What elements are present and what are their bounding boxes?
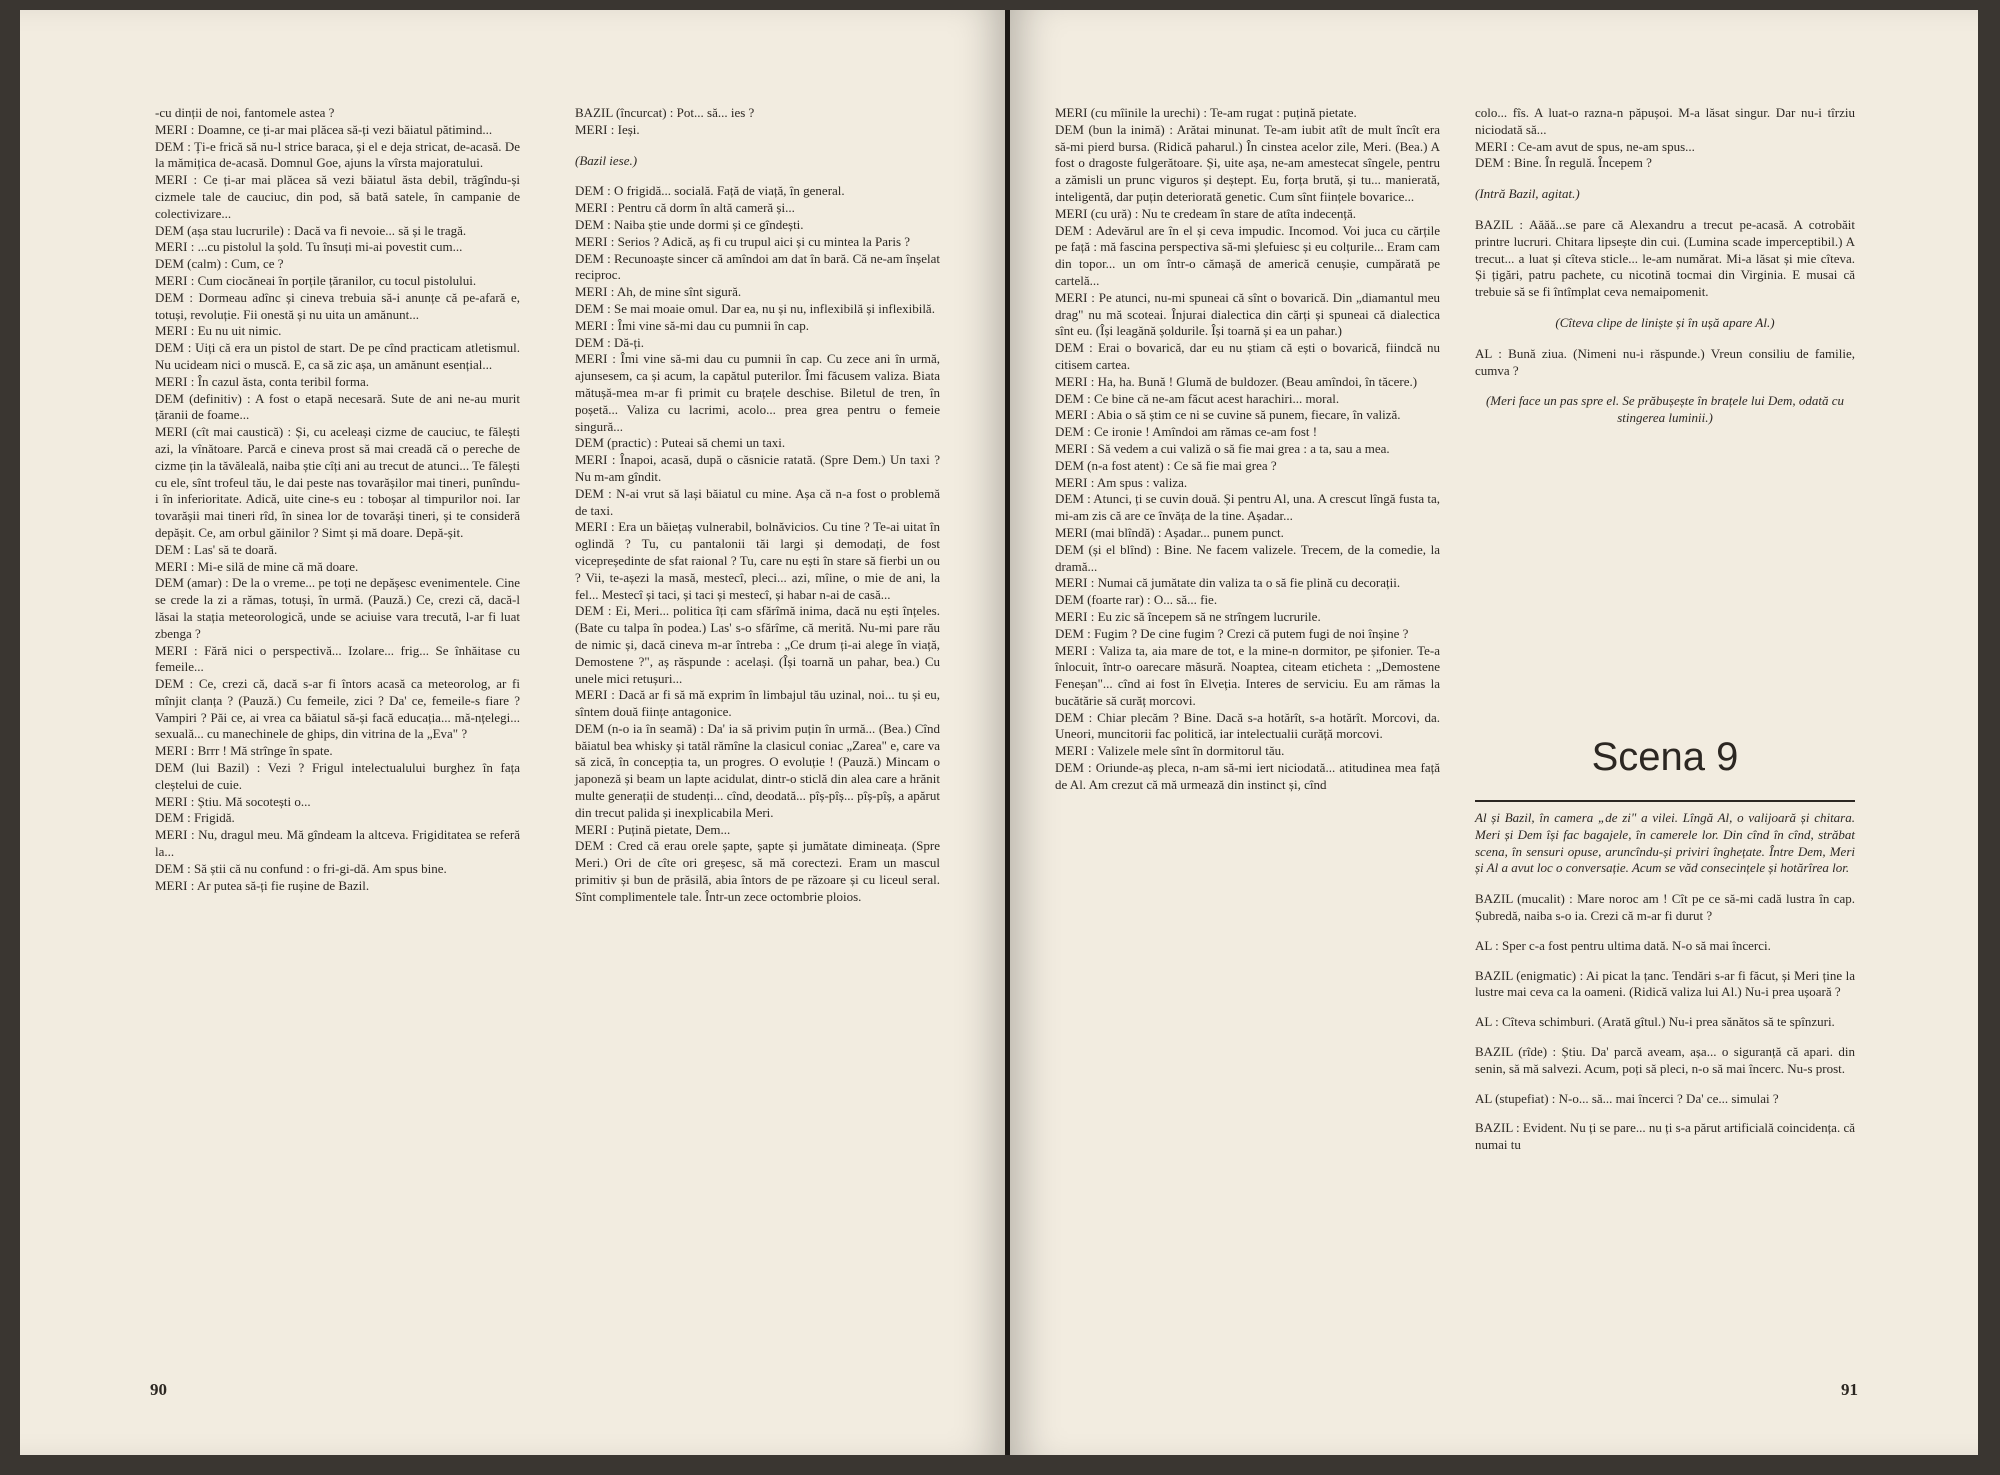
text-paragraph: (Bazil iese.) (575, 152, 638, 168)
scene-dialogue (1475, 891, 1855, 1154)
text-paragraph: MERI : ...cu pistolul la șold. Tu însuți mi-ai povestit cum... (155, 239, 463, 255)
text-paragraph: DEM : N-ai vrut să lași băiatul cu mine. Așa că n-a fost o problemă de taxi. (575, 485, 940, 518)
text-paragraph: DEM : Uiți că era un pistol de start. De pe cînd practicam atletismul. Nu ucideam nici o muscă. E, ca să zic așa, un amănunt esențial... (155, 340, 520, 372)
text-paragraph: MERI : Valiza ta, aia mare de tot, e la mine-n dormitor, pe șifonier. Te-a înlocuit, într-o oarecare măsură. Noaptea, citeam eticheta : „Demostene Feneșan"... cînd ai fost în Elveția. Interes de serviciu. Eu am rămas la bucătărie să curăț morcovi. (1055, 642, 1440, 708)
text-paragraph: DEM : Bine. În regulă. Începem ? (1475, 155, 1652, 171)
text-paragraph: DEM (lui Bazil) : Vezi ? Frigul intelectualului burghez în fața cleștelui de cuie. (155, 760, 520, 792)
text-paragraph: DEM (n-a fost atent) : Ce să fie mai grea ? (1055, 457, 1277, 473)
text-paragraph: colo... fîs. A luat-o razna-n păpușoi. M-a lăsat singur. Dar nu-i tîrziu niciodată să... (1475, 105, 1855, 137)
page-number-right: 91 (1841, 1380, 1858, 1399)
text-paragraph: DEM : Fugim ? De cine fugim ? Crezi că putem fugi de noi înșine ? (1055, 625, 1409, 641)
text-paragraph: MERI (cît mai caustică) : Și, cu aceleași cizme de cauciuc, te fălești azi, la vînătoare. Parcă e cineva prost să mai creadă că o pereche de cizme țin la tăvăleală, naiba știe cîți ani au trecut de atunci... Te fălești cu ele, sînt trofeul tău, le dai peste nas tovarășilor mai tineri, punîndu-i în inferioritate. Adică, uite cine-s eu : toboșar al timpurilor noi. Iar tovarășii mai tineri rîd, în sinea lor de tovarăși tineri, și te consideră depășit. Ce, am orbul găinilor ? Simt și mă doare. Depă-șit. (155, 424, 520, 540)
text-paragraph: MERI : În cazul ăsta, conta teribil forma. (155, 373, 370, 389)
text-paragraph: AL : Cîteva schimburi. (Arată gîtul.) Nu-i prea sănătos să te spînzuri. (1475, 1014, 1835, 1030)
text-paragraph: AL (stupefiat) : N-o... să... mai încerci ? Da' ce... simulai ? (1475, 1090, 1779, 1106)
text-paragraph: DEM : Oriunde-aș pleca, n-am să-mi iert niciodată... atitudinea mea față de Al. Am crezut că mă urmează din instinct și, cînd (1055, 760, 1440, 792)
text-paragraph: AL : Sper c-a fost pentru ultima dată. N-o să mai încerci. (1475, 937, 1771, 953)
text-paragraph: BAZIL : Aăăă...se pare că Alexandru a trecut pe-acasă. A cotrobăit printre lucruri. Chitara lipsește din cui. (Lumina scade imperceptibil.) A trecut... a luat și cîteva sticle... le-am numărat. Mi-a lăsat și mie cîteva. Și țigări, patru pachete, cu nicotină tocmai din Virginia. E musai că trebuie să se fi întîmplat ceva nemaipomenit. (1475, 216, 1855, 300)
text-paragraph: MERI : Ce-am avut de spus, ne-am spus... (1475, 138, 1695, 154)
stage-direction-text: Al și Bazil, în camera „de zi" a vilei. Lîngă Al, o valijoară și chitara. Meri și Dem își fac bagajele, în camerele lor. Din cînd în cînd, străbat scena, în sensuri opuse, aruncîndu-și priviri înghețate. Între Dem, Meri și Al a avut loc o conversație. Acum se văd consecințele și hotărîrea lor. (1475, 810, 1855, 876)
text-paragraph: DEM : Ei, Meri... politica îți cam sfărîmă inima, dacă nu ești înțeles. (Bate cu talpa în podea.) Las' s-o sfărîme, că merită. Nu-mi pare rău de nimic și, dacă cineva m-ar întreba : „Ce drum ți-ai alege în viață, Demostene ?", aș răspunde : același. (Își toarnă un pahar, bea.) Cu unele mici retușuri... (575, 603, 940, 686)
text-paragraph: DEM (definitiv) : A fost o etapă necesară. Sute de ani ne-au murit țăranii de foame... (155, 390, 520, 423)
text-paragraph: DEM : Dă-ți. (575, 334, 644, 350)
text-paragraph: MERI : Pentru că dorm în altă cameră și... (575, 200, 795, 216)
text-paragraph: (Intră Bazil, agitat.) (1475, 186, 1580, 202)
text-paragraph: MERI : Numai că jumătate din valiza ta o să fie plină cu decorații. (1055, 575, 1401, 591)
text-paragraph: DEM (așa stau lucrurile) : Dacă va fi nevoie... să și le tragă. (155, 222, 467, 238)
text-paragraph: MERI : Ha, ha. Bună ! Glumă de buldozer. (Beau amîndoi, în tăcere.) (1055, 373, 1418, 389)
text-paragraph: MERI : Abia o să știm ce ni se cuvine să punem, fiecare, în valiză. (1055, 407, 1401, 423)
left-page-column-1 (155, 105, 520, 894)
text-paragraph: DEM : O frigidă... socială. Față de viață, în general. (575, 183, 845, 199)
text-paragraph: MERI : Eu nu uit nimic. (155, 323, 282, 339)
text-paragraph: MERI (cu mîinile la urechi) : Te-am rugat : puțină pietate. (1055, 105, 1357, 120)
text-paragraph: DEM : Atunci, ți se cuvin două. Și pentru Al, una. A crescut lîngă fusta ta, mi-am zis că are ce învăța de la tine. Așadar... (1055, 491, 1440, 524)
text-paragraph: MERI : Doamne, ce ți-ar mai plăcea să-ți vezi băiatul pătimind... (155, 121, 493, 137)
text-paragraph: DEM (practic) : Puteai să chemi un taxi. (575, 435, 786, 451)
text-paragraph: DEM : Las' să te doară. (155, 541, 278, 557)
text-paragraph: MERI : Valizele mele sînt în dormitorul tău. (1055, 743, 1285, 759)
text-paragraph: MERI : Să vedem a cui valiză o să fie mai grea : a ta, sau a mea. (1055, 440, 1390, 456)
text-paragraph: DEM : Ce, crezi că, dacă s-ar fi întors acasă ca meteorolog, ar fi mînjit clanța ? (Pauză.) Cu femeile, zici ? Da' ce, femeile-s fiare ? Vampiri ? Păi ce, ai vrea ca băiatul să-și facă educația... mă-nțelegi... sexuală... cu manechinele de ghips, din vitrina de la „Eva" ? (155, 676, 520, 742)
text-paragraph: DEM : Frigidă. (155, 810, 235, 826)
text-paragraph: DEM : Ce ironie ! Amîndoi am rămas ce-am fost ! (1055, 424, 1318, 440)
text-paragraph: MERI : Era un băiețaș vulnerabil, bolnăvicios. Cu tine ? Te-ai uitat în oglindă ? Tu, cu pantalonii tăi largi și demodați, de fost vicepreședinte de sfat raional ? Tu, care nu ești în stare să fierbi un ou ? Vii, te-așezi la masă, mestecî, pleci... azi, mîine, o mie de ani, la fel... Mestecî și taci, și taci și mestecî, și habar n-ai de casă... (575, 519, 940, 602)
text-paragraph: MERI : Înapoi, acasă, după o căsnicie ratată. (Spre Dem.) Un taxi ? Nu m-am gîndit. (575, 452, 940, 484)
text-paragraph: DEM : Ți-e frică să nu-l strice baraca, și el e deja stricat, de-acasă. De la mămițica de-acasă. Domnul Goe, ajuns la vîrsta majoratului. (155, 138, 520, 171)
left-page-column-2 (575, 105, 940, 906)
text-paragraph: DEM (amar) : De la o vreme... pe toți ne depășesc evenimentele. Cine se crede la zi a rămas, totuși, în urmă. (Pauză.) Ce, crezi că, dacă-l lăsai la stația meteorologică, unde se aciuise vara trecută, l-ar fi luat zbenga ? (155, 575, 520, 641)
text-paragraph: BAZIL (rîde) : Știu. Da' parcă aveam, așa... o siguranță că apari. din senin, să mă salvezi. Acum, poți să pleci, n-o să mai încerc. Nu-s prost. (1475, 1043, 1855, 1076)
text-paragraph: MERI : Am spus : valiza. (1055, 474, 1188, 490)
text-paragraph: -cu dinții de noi, fantomele astea ? (155, 105, 335, 120)
page-number-left: 90 (150, 1380, 167, 1399)
text-paragraph: MERI : Știu. Mă socotești o... (155, 793, 311, 809)
text-paragraph: MERI : Dacă ar fi să mă exprim în limbajul tău uzinal, noi... tu și eu, sîntem două ființe antagonice. (575, 687, 940, 720)
scene-title: Scena 9 (1591, 735, 1739, 779)
text-paragraph: DEM : Recunoaște sincer că amîndoi am dat în bară. Că ne-am înșelat reciproc. (575, 250, 940, 283)
text-paragraph: MERI : Eu zic să începem să ne strîngem lucrurile. (1055, 608, 1321, 624)
right-page-column-2 (1475, 105, 1855, 427)
text-paragraph: DEM : Cred că erau orele șapte, șapte și jumătate dimineața. (Spre Meri.) Ori de cîte ori greșesc, să mă corectezi. Eram un mascul primitiv și bun de prăsilă, abia întors de pe răzoare și cu liceul seral. Sînt complimentele tale. Într-un zece octombrie ploios. (575, 838, 940, 904)
text-paragraph: MERI : Serios ? Adică, aș fi cu trupul aici și cu mintea la Paris ? (575, 233, 911, 249)
text-paragraph: MERI : Cum ciocăneai în porțile țăranilor, cu tocul pistolului. (155, 272, 477, 288)
text-paragraph: DEM (și el blînd) : Bine. Ne facem valizele. Trecem, de la comedie, la dramă... (1055, 541, 1440, 574)
text-paragraph: MERI (cu ură) : Nu te credeam în stare de atîta indecență. (1055, 205, 1357, 221)
text-paragraph: BAZIL : Evident. Nu ți se pare... nu ți s-a părut artificială coincidența. că numai tu (1475, 1120, 1855, 1153)
text-paragraph: DEM : Adevărul are în el și ceva impudic. Incomod. Voi juca cu cărțile pe față : mă fascina perspectiva să-mi șlefuiesc și eu colțurile... Eram cam din topor... un om într-o cămașă de americă cenușie, cumpărată pe cartelă... (1055, 222, 1440, 288)
text-paragraph: MERI : Nu, dragul meu. Mă gîndeam la altceva. Frigiditatea se referă la... (155, 827, 520, 860)
text-paragraph: MERI : Fără nici o perspectivă... Izolare... frig... Se înhăitase cu femeile... (155, 642, 520, 675)
text-paragraph: BAZIL (încurcat) : Pot... să... ies ? (575, 105, 755, 120)
text-paragraph: DEM (foarte rar) : O... să... fie. (1055, 592, 1218, 608)
text-paragraph: DEM : Ce bine că ne-am făcut acest harachiri... moral. (1055, 390, 1340, 406)
text-paragraph: MERI : Îmi vine să-mi dau cu pumnii în cap. (575, 317, 809, 333)
text-paragraph: DEM : Naiba știe unde dormi și ce gîndești. (575, 216, 804, 232)
text-paragraph: MERI : Puțină pietate, Dem... (575, 821, 731, 837)
text-paragraph: MERI : Ar putea să-ți fie rușine de Bazil. (155, 877, 370, 893)
text-paragraph: BAZIL (mucalit) : Mare noroc am ! Cît pe ce să-mi cadă lustra în cap. Șubredă, naiba s-o ia. Crezi că m-ar fi durut ? (1475, 891, 1855, 923)
text-paragraph: DEM : Erai o bovarică, dar eu nu știam că ești o bovarică, fiindcă nu citisem cartea. (1055, 340, 1440, 372)
text-paragraph: AL : Bună ziua. (Nimeni nu-i răspunde.) Vreun consiliu de familie, cumva ? (1475, 345, 1855, 378)
text-paragraph: MERI : Brrr ! Mă strînge în spate. (155, 743, 333, 759)
text-paragraph: (Cîteva clipe de liniște și în ușă apare Al.) (1555, 314, 1775, 330)
right-page (1010, 10, 1978, 1455)
left-page (20, 10, 1005, 1455)
text-paragraph: DEM : Dormeau adînc și cineva trebuia să-i anunțe că pe-afară e, totuși, revoluție. Fii onestă și nu uita un amănunt... (155, 289, 520, 322)
text-paragraph: MERI : Ah, de mine sînt sigură. (575, 284, 742, 300)
text-paragraph: MERI : Mi-e silă de mine că mă doare. (155, 558, 359, 574)
text-paragraph: MERI : Ce ți-ar mai plăcea să vezi băiatul ăsta debil, trăgîndu-și cizmele tale de cauciuc, din pod, să bată satele, în campanie de colectivizare... (155, 172, 520, 221)
text-paragraph: (Meri face un pas spre el. Se prăbușește în brațele lui Dem, odată cu stingerea luminii.) (1485, 393, 1845, 426)
text-paragraph: BAZIL (enigmatic) : Ai picat la țanc. Tendări s-ar fi făcut, și Meri ține la lustre mai ceva ca la oameni. (Ridică valiza lui Al.) Nu-i prea ușoară ? (1475, 967, 1855, 1000)
text-paragraph: DEM (n-o ia în seamă) : Da' ia să privim puțin în urmă... (Bea.) Cînd băiatul bea whisky și tatăl rămîne la clasicul coniac „Zarea" e, care va să zică, în concepția ta, un progres. O evoluție ! (Pauză.) Mincam o japoneză și beam un lapte acidulat, dintr-o sticlă din alea care a hrănit multe generații de studenți... cînd, deodată... pîș-pîș... pîș-pîș, a apărut din trecut palida și inexplicabila Meri. (575, 720, 940, 820)
text-paragraph: DEM : Se mai moaie omul. Dar ea, nu și nu, inflexibilă și inflexibilă. (575, 300, 935, 316)
text-paragraph: MERI : Îmi vine să-mi dau cu pumnii în cap. Cu zece ani în urmă, ajunsesem, ca și acum, la capătul puterilor. Îmi făcusem valiza. Biata mătușă-mea m-ar fi primit cu brațele deschise. Biletul de tren, în poșetă... Valiza cu lacrimi, acolo... prea grea pentru o femeie singură... (575, 351, 940, 434)
text-paragraph: DEM : Chiar plecăm ? Bine. Dacă s-a hotărît, s-a hotărît. Morcovi, da. Uneori, muncitorii fac politică, iar intelectualii curăță morcovi. (1055, 709, 1440, 742)
scene-stage-direction (1475, 810, 1855, 1167)
right-page-column-1 (1055, 105, 1440, 794)
text-paragraph: DEM : Să știi că nu confund : o fri-gi-dă. Am spus bine. (155, 860, 447, 876)
scene-rule (1475, 800, 1855, 802)
text-paragraph: DEM (bun la inimă) : Arătai minunat. Te-am iubit atît de mult încît era să-mi pierd bursa. (Ridică paharul.) În cinstea acelor zile, Meri. (Bea.) A fost o dragoste fulgerătoare. Și, uite așa, ne-am amestecat sîngele, pentru a zămisli un prunc viguros și deștept. Eu, forța brută, și tu... manierată, inteligentă, dar puțin deteriorată genetic. Cum sînt ființele bovarice... (1055, 121, 1440, 204)
text-paragraph: MERI : Pe atunci, nu-mi spuneai că sînt o bovarică. Din „diamantul meu drag" nu mă scoteai. Înjurai dialectica din cărți și spuneai că dialectica sînt eu. (Își leagănă șoldurile. Își toarnă și ea un pahar.) (1055, 289, 1440, 339)
text-paragraph: MERI (mai blîndă) : Așadar... punem punct. (1055, 524, 1284, 540)
text-paragraph: MERI : Ieși. (575, 121, 640, 137)
text-paragraph: DEM (calm) : Cum, ce ? (155, 256, 284, 272)
